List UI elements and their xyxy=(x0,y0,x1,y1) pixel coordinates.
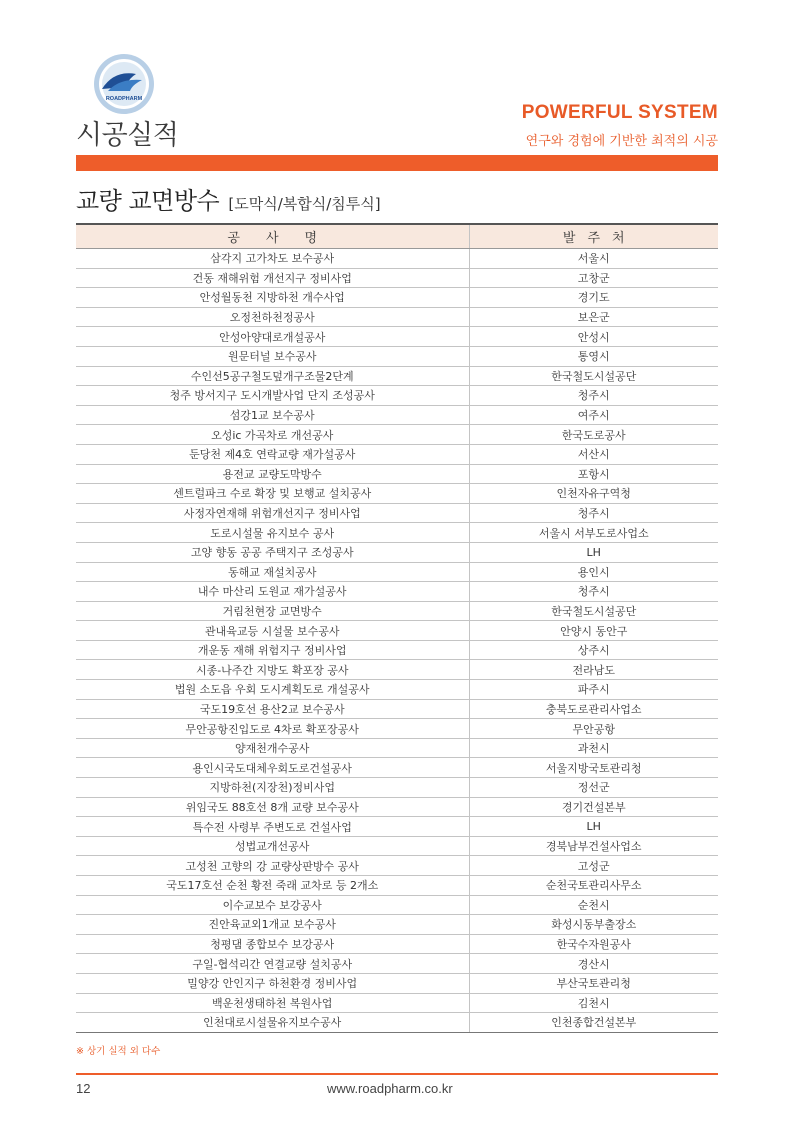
table-row xyxy=(76,954,718,974)
project-name-cell: 건동 재해위험 개선지구 정비사업 xyxy=(76,268,469,288)
project-name-cell: 오정천하천정공사 xyxy=(76,307,469,327)
column-header-client: 발주처 xyxy=(469,224,718,249)
project-name-cell: 청주 방서지구 도시개발사업 단지 조성공사 xyxy=(76,386,469,406)
project-name-cell: 수인선5공구철도덮개구조물2단계 xyxy=(76,366,469,386)
project-name-cell: 구일-협석리간 연결교량 설치공사 xyxy=(76,954,469,974)
project-name-cell: 성법교개선공사 xyxy=(76,836,469,856)
table-row xyxy=(76,699,718,719)
client-cell: 부산국토관리청 xyxy=(469,973,718,993)
client-cell: 한국도로공사 xyxy=(469,425,718,445)
table-row xyxy=(76,778,718,798)
table-row xyxy=(76,993,718,1013)
project-name-cell: 국도19호선 용산2교 보수공사 xyxy=(76,699,469,719)
client-cell: 한국철도시설공단 xyxy=(469,366,718,386)
client-cell: 용인시 xyxy=(469,562,718,582)
project-name-cell: 사정자연재해 위험개선지구 정비사업 xyxy=(76,503,469,523)
project-name-cell: 밀양강 안인지구 하천환경 정비사업 xyxy=(76,973,469,993)
page-title xyxy=(76,181,381,216)
project-name-cell: 원문터널 보수공사 xyxy=(76,346,469,366)
client-cell: 경기건설본부 xyxy=(469,797,718,817)
client-cell: 정선군 xyxy=(469,778,718,798)
table-row xyxy=(76,464,718,484)
client-cell: 전라남도 xyxy=(469,660,718,680)
tagline-korean: 연구와 경험에 기반한 최적의 시공 xyxy=(525,134,718,149)
table-row xyxy=(76,719,718,739)
table-row xyxy=(76,856,718,876)
table-row xyxy=(76,915,718,935)
table-row xyxy=(76,405,718,425)
project-name-cell: 무안공항진입도로 4차로 확포장공사 xyxy=(76,719,469,739)
table-row xyxy=(76,562,718,582)
client-cell: 서울시 서부도로사업소 xyxy=(469,523,718,543)
project-name-cell: 동해교 재설치공사 xyxy=(76,562,469,582)
project-name-cell: 인천대로시설물유지보수공사 xyxy=(76,1013,469,1033)
client-cell: 고창군 xyxy=(469,268,718,288)
project-name-cell: 시종-나주간 지방도 확포장 공사 xyxy=(76,660,469,680)
client-cell: 순천시 xyxy=(469,895,718,915)
client-cell: 포항시 xyxy=(469,464,718,484)
table-row xyxy=(76,836,718,856)
project-name-cell: 백운천생태하천 복원사업 xyxy=(76,993,469,1013)
page-title-main: 교량 교면방수 xyxy=(76,187,220,215)
table-row xyxy=(76,895,718,915)
client-cell: 인천자유구역청 xyxy=(469,484,718,504)
client-cell: 화성시동부출장소 xyxy=(469,915,718,935)
logo-wordmark: ROADPHARM xyxy=(105,96,143,102)
project-name-cell: 안성아양대로개설공사 xyxy=(76,327,469,347)
project-name-cell: 개운동 재해 위험지구 정비사업 xyxy=(76,640,469,660)
table-row xyxy=(76,876,718,896)
construction-records-table xyxy=(76,223,718,1033)
project-name-cell: 지방하천(지장천)정비사업 xyxy=(76,778,469,798)
project-name-cell: 안성월동천 지방하천 개수사업 xyxy=(76,288,469,308)
client-cell: 파주시 xyxy=(469,680,718,700)
footer-divider xyxy=(76,1073,718,1075)
client-cell: 청주시 xyxy=(469,503,718,523)
project-name-cell: 특수전 사령부 주변도로 건설사업 xyxy=(76,817,469,837)
client-cell: 서울시 xyxy=(469,249,718,269)
table-row xyxy=(76,817,718,837)
project-name-cell: 도로시설물 유지보수 공사 xyxy=(76,523,469,543)
table-row xyxy=(76,542,718,562)
project-name-cell: 관내육교등 시설물 보수공사 xyxy=(76,621,469,641)
table-row xyxy=(76,346,718,366)
project-name-cell: 내수 마산리 도원교 재가설공사 xyxy=(76,582,469,602)
project-name-cell: 섬강1교 보수공사 xyxy=(76,405,469,425)
client-cell: LH xyxy=(469,542,718,562)
table-row xyxy=(76,268,718,288)
roadpharm-logo xyxy=(92,52,156,116)
table-row xyxy=(76,660,718,680)
table-row xyxy=(76,582,718,602)
client-cell: 순천국토관리사무소 xyxy=(469,876,718,896)
project-name-cell: 용전교 교량도막방수 xyxy=(76,464,469,484)
client-cell: 안양시 동안구 xyxy=(469,621,718,641)
client-cell: 충북도로관리사업소 xyxy=(469,699,718,719)
client-cell: 청주시 xyxy=(469,386,718,406)
table-row xyxy=(76,444,718,464)
table-row xyxy=(76,1013,718,1033)
project-name-cell: 이수교보수 보강공사 xyxy=(76,895,469,915)
project-name-cell: 양재천개수공사 xyxy=(76,738,469,758)
client-cell: 무안공항 xyxy=(469,719,718,739)
table-row xyxy=(76,738,718,758)
client-cell: 청주시 xyxy=(469,582,718,602)
project-name-cell: 용인시국도대체우회도로건설공사 xyxy=(76,758,469,778)
project-name-cell: 삼각지 고가차도 보수공사 xyxy=(76,249,469,269)
table-row xyxy=(76,503,718,523)
client-cell: 경기도 xyxy=(469,288,718,308)
table-row xyxy=(76,680,718,700)
table-row xyxy=(76,621,718,641)
header-divider-bar xyxy=(76,155,718,171)
tagline-english: POWERFUL SYSTEM xyxy=(521,102,718,123)
table-row xyxy=(76,973,718,993)
table-row xyxy=(76,484,718,504)
section-label: 시공실적 xyxy=(76,120,179,151)
client-cell: 인천종합건설본부 xyxy=(469,1013,718,1033)
table-row xyxy=(76,523,718,543)
project-name-cell: 위임국도 88호선 8개 교량 보수공사 xyxy=(76,797,469,817)
table-row xyxy=(76,640,718,660)
table-body xyxy=(76,249,718,1033)
column-header-project: 공사명 xyxy=(76,224,469,249)
client-cell: 김천시 xyxy=(469,993,718,1013)
project-name-cell: 법원 소도읍 우회 도시계획도로 개설공사 xyxy=(76,680,469,700)
project-name-cell: 거림천현장 교면방수 xyxy=(76,601,469,621)
client-cell: 경북남부건설사업소 xyxy=(469,836,718,856)
client-cell: 서울지방국토관리청 xyxy=(469,758,718,778)
table-row xyxy=(76,601,718,621)
footer-website-link[interactable]: www.roadpharm.co.kr xyxy=(327,1081,453,1096)
table-row xyxy=(76,758,718,778)
table-row xyxy=(76,327,718,347)
table-row xyxy=(76,249,718,269)
project-name-cell: 국도17호선 순천 황전 죽래 교차로 등 2개소 xyxy=(76,876,469,896)
project-name-cell: 고양 향동 공공 주택지구 조성공사 xyxy=(76,542,469,562)
table-row xyxy=(76,386,718,406)
project-name-cell: 고성천 고향의 강 교량상판방수 공사 xyxy=(76,856,469,876)
client-cell: 한국철도시설공단 xyxy=(469,601,718,621)
client-cell: LH xyxy=(469,817,718,837)
table-row xyxy=(76,934,718,954)
project-name-cell: 센트럴파크 수로 확장 및 보행교 설치공사 xyxy=(76,484,469,504)
client-cell: 여주시 xyxy=(469,405,718,425)
table-row xyxy=(76,288,718,308)
table-row xyxy=(76,425,718,445)
client-cell: 경산시 xyxy=(469,954,718,974)
client-cell: 안성시 xyxy=(469,327,718,347)
client-cell: 보은군 xyxy=(469,307,718,327)
project-name-cell: 둔당천 제4호 연락교량 재가설공사 xyxy=(76,444,469,464)
table-header-row xyxy=(76,224,718,249)
table-row xyxy=(76,797,718,817)
project-name-cell: 오성ic 가곡차로 개선공사 xyxy=(76,425,469,445)
page-title-subtitle: [도막식/복합식/침투식] xyxy=(228,195,381,213)
footnote: ※ 상기 실적 외 다수 xyxy=(76,1046,161,1057)
table-row xyxy=(76,366,718,386)
project-name-cell: 진안육교외1개교 보수공사 xyxy=(76,915,469,935)
project-name-cell: 청평댐 종합보수 보강공사 xyxy=(76,934,469,954)
page-number: 12 xyxy=(76,1081,91,1096)
table-row xyxy=(76,307,718,327)
client-cell: 통영시 xyxy=(469,346,718,366)
client-cell: 과천시 xyxy=(469,738,718,758)
client-cell: 고성군 xyxy=(469,856,718,876)
client-cell: 한국수자원공사 xyxy=(469,934,718,954)
client-cell: 상주시 xyxy=(469,640,718,660)
client-cell: 서산시 xyxy=(469,444,718,464)
